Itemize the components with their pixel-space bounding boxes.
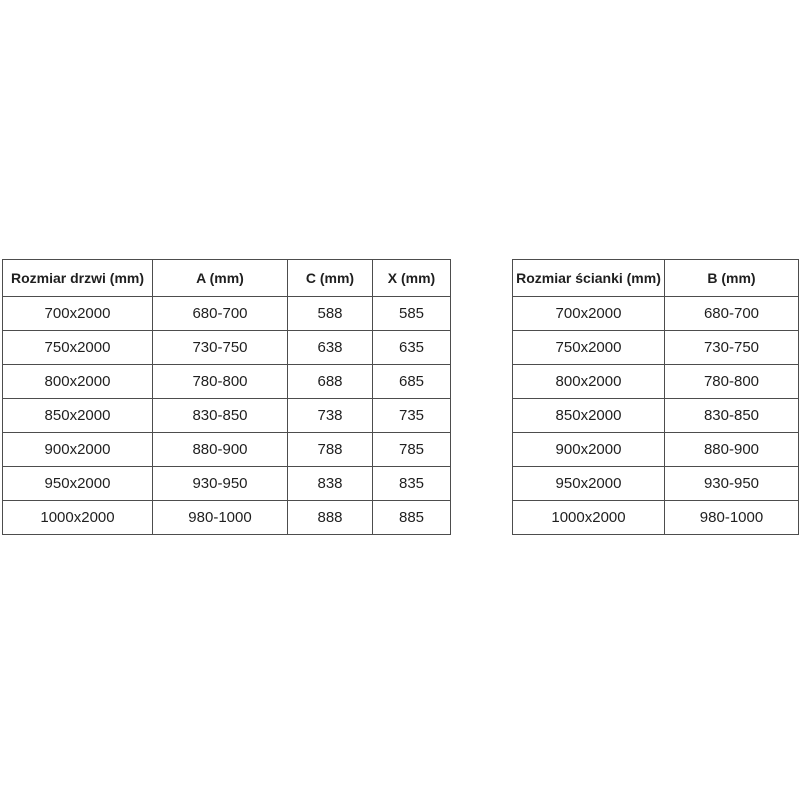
- table-row: [3, 467, 451, 501]
- table-cell: 700x2000: [3, 297, 153, 331]
- column-header: A (mm): [153, 260, 288, 297]
- table-header-row: [3, 260, 451, 297]
- table-row: [3, 399, 451, 433]
- table-cell: 850x2000: [3, 399, 153, 433]
- table-cell: 750x2000: [3, 331, 153, 365]
- table-row: [513, 467, 799, 501]
- table-cell: 900x2000: [3, 433, 153, 467]
- table-cell: 830-850: [665, 399, 799, 433]
- table-cell: 1000x2000: [513, 501, 665, 535]
- table-row: [513, 297, 799, 331]
- table-cell: 785: [373, 433, 451, 467]
- table-row: [3, 297, 451, 331]
- table-cell: 838: [288, 467, 373, 501]
- table-cell: 800x2000: [3, 365, 153, 399]
- table-row: [3, 331, 451, 365]
- table-row: [513, 365, 799, 399]
- wall-dimensions-table: [512, 259, 799, 535]
- table-cell: 930-950: [665, 467, 799, 501]
- table-cell: 635: [373, 331, 451, 365]
- table-cell: 680-700: [153, 297, 288, 331]
- table-cell: 888: [288, 501, 373, 535]
- table-row: [513, 501, 799, 535]
- table-header-row: [513, 260, 799, 297]
- table-cell: 750x2000: [513, 331, 665, 365]
- table-row: [513, 399, 799, 433]
- table-cell: 980-1000: [153, 501, 288, 535]
- table-cell: 685: [373, 365, 451, 399]
- table-cell: 680-700: [665, 297, 799, 331]
- column-header: Rozmiar ścianki (mm): [513, 260, 665, 297]
- table-cell: 638: [288, 331, 373, 365]
- table-cell: 1000x2000: [3, 501, 153, 535]
- table-cell: 930-950: [153, 467, 288, 501]
- table-row: [3, 433, 451, 467]
- table-cell: 788: [288, 433, 373, 467]
- table-cell: 880-900: [153, 433, 288, 467]
- column-header: C (mm): [288, 260, 373, 297]
- table-cell: 730-750: [153, 331, 288, 365]
- table-cell: 688: [288, 365, 373, 399]
- table-cell: 950x2000: [513, 467, 665, 501]
- table-cell: 735: [373, 399, 451, 433]
- table-cell: 585: [373, 297, 451, 331]
- table-cell: 780-800: [665, 365, 799, 399]
- table-row: [3, 365, 451, 399]
- table-cell: 588: [288, 297, 373, 331]
- column-header: B (mm): [665, 260, 799, 297]
- door-dimensions-table: [2, 259, 451, 535]
- column-header: Rozmiar drzwi (mm): [3, 260, 153, 297]
- table-row: [3, 501, 451, 535]
- table-cell: 835: [373, 467, 451, 501]
- table-row: [513, 331, 799, 365]
- table-cell: 800x2000: [513, 365, 665, 399]
- table-cell: 780-800: [153, 365, 288, 399]
- table-cell: 850x2000: [513, 399, 665, 433]
- table-cell: 980-1000: [665, 501, 799, 535]
- table-cell: 900x2000: [513, 433, 665, 467]
- table-cell: 830-850: [153, 399, 288, 433]
- table-row: [513, 433, 799, 467]
- column-header: X (mm): [373, 260, 451, 297]
- table-cell: 730-750: [665, 331, 799, 365]
- table-cell: 885: [373, 501, 451, 535]
- table-cell: 950x2000: [3, 467, 153, 501]
- table-cell: 738: [288, 399, 373, 433]
- table-cell: 880-900: [665, 433, 799, 467]
- table-cell: 700x2000: [513, 297, 665, 331]
